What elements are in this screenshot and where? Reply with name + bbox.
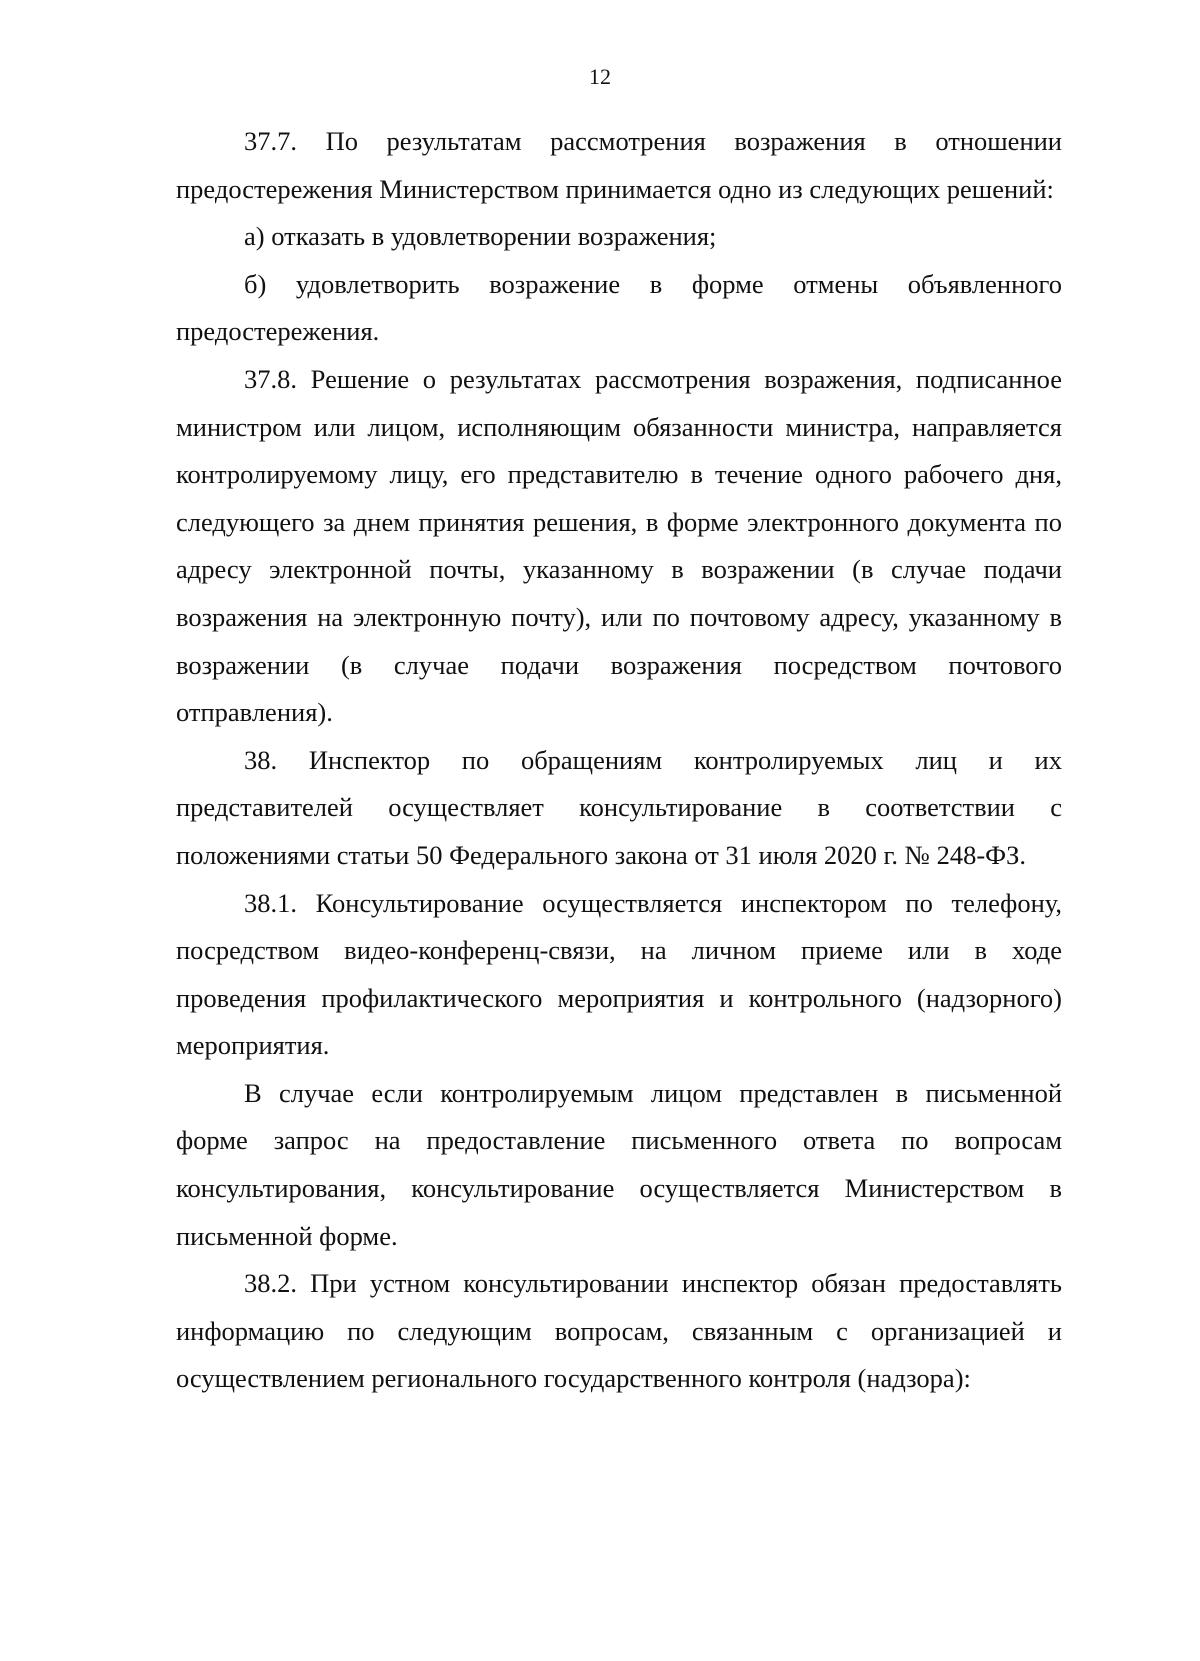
page-number: 12: [589, 64, 611, 89]
paragraph-38-2: 38.2. При устном консультировании инспектор обязан предоставлять информацию по следующим вопросам, связанным с организацией и осуществлением регионального государственного контроля (надзора):: [176, 1268, 1062, 1394]
paragraph-38-1: 38.1. Консультирование осуществляется инспектором по телефону, посредством видео-конференц-связи, на личном приеме или в ходе проведения профилактического мероприятия и контрольного (надзорного) мероприятия.: [176, 887, 1062, 1061]
paragraph-written-consultation: В случае если контролируемым лицом представлен в письменной форме запрос на предоставление письменного ответа по вопросам консультирования, консультирование осуществляется Министерством в письменной форме.: [176, 1077, 1062, 1251]
document-body: [176, 118, 1062, 1403]
paragraph-37-7: 37.7. По результатам рассмотрения возражения в отношении предостережения Министерством принимается одно из следующих решений:: [176, 126, 1062, 204]
paragraph-38: 38. Инспектор по обращениям контролируемых лиц и их представителей осуществляет консультирование в соответствии с положениями статьи 50 Федерального закона от 31 июля 2020 г. № 248-ФЗ.: [176, 744, 1062, 870]
paragraph-37-8: 37.8. Решение о результатах рассмотрения возражения, подписанное министром или лицом, исполняющим обязанности министра, направляется контролируемому лицу, его представителю в течение одного рабочего дня, следующего за днем принятия решения, в форме электронного документа по адресу электронной почты, указанному в возражении (в случае подачи возражения на электронную почту), или по почтовому адресу, указанному в возражении (в случае подачи возражения посредством почтового отправления).: [176, 363, 1062, 728]
paragraph-37-7-a: а) отказать в удовлетворении возражения;: [244, 221, 717, 252]
paragraph-37-7-b: б) удовлетворить возражение в форме отмены объявленного предостережения.: [176, 268, 1062, 347]
